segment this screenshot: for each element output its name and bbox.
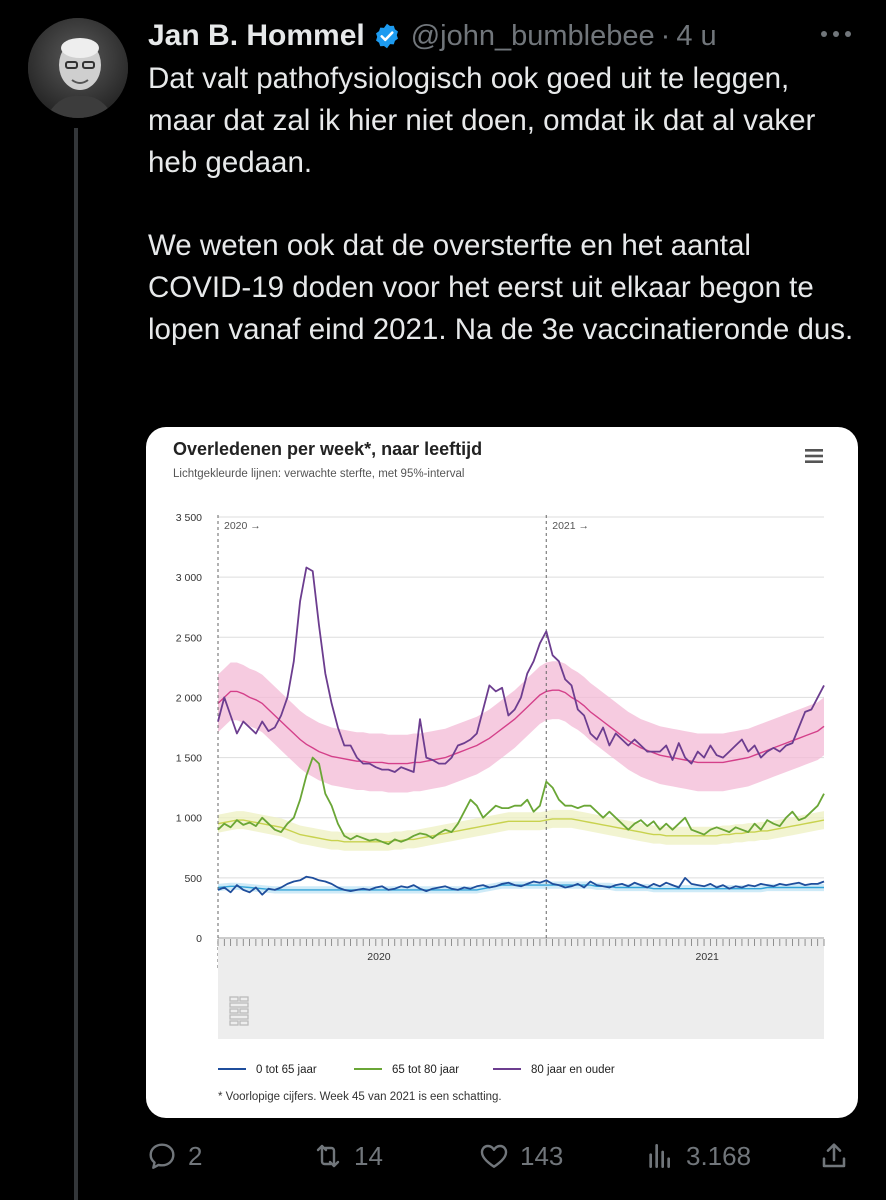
tweet-paragraph-2: We weten ook dat de oversterfte en het aantal COVID-19 doden voor het eerst uit elkaar begon te lopen vanaf eind 2021. Na de 3e vaccinatieronde dus. [148, 229, 854, 346]
chart-image-card[interactable] [146, 427, 858, 1118]
retweet-count: 14 [354, 1140, 383, 1171]
separator-dot: · [660, 19, 671, 52]
y-tick-label: 3 000 [175, 572, 202, 585]
legend-label-blue: 0 tot 65 jaar [256, 1064, 317, 1076]
author-handle[interactable]: @john_bumblebee [410, 19, 655, 52]
expected-band-yellow [218, 810, 824, 851]
timestamp[interactable]: 4 u [676, 19, 717, 52]
expected-band-pink [218, 661, 824, 792]
y-tick-label: 3 500 [175, 512, 202, 524]
period-marker-label: 2021 → [552, 520, 590, 532]
thread-line [74, 128, 78, 1200]
share-icon [818, 1140, 850, 1172]
tweet-header [148, 16, 717, 56]
like-button[interactable] [478, 1140, 563, 1172]
chart-subtitle: Lichtgekleurde lijnen: verwachte sterfte, met 95%-interval [173, 468, 465, 480]
chart-footnote: * Voorlopige cijfers. Week 45 van 2021 is een schatting. [218, 1091, 502, 1103]
y-tick-label: 1 500 [175, 752, 202, 765]
heart-icon [478, 1140, 510, 1172]
retweet-icon [312, 1140, 344, 1172]
tweet-text [148, 58, 858, 351]
tweet-actions [0, 1130, 886, 1190]
reply-button[interactable] [146, 1140, 202, 1172]
reply-icon [146, 1140, 178, 1172]
chart-plot [146, 427, 858, 1118]
author-name[interactable]: Jan B. Hommel [148, 19, 365, 52]
y-tick-label: 2 000 [175, 692, 202, 705]
retweet-button[interactable] [312, 1140, 383, 1172]
y-tick-label: 500 [184, 872, 202, 885]
avatar[interactable] [28, 18, 128, 118]
y-tick-label: 1 000 [175, 812, 202, 825]
views-button[interactable] [644, 1140, 751, 1172]
verified-badge-icon [373, 22, 401, 50]
tweet-paragraph-1: Dat valt pathofysiologisch ook goed uit te leggen, maar dat zal ik hier niet doen, omdat ik dat al vaker heb gedaan. [148, 62, 816, 179]
x-tick-label: 2020 [367, 951, 391, 963]
y-tick-label: 0 [196, 933, 202, 945]
avatar-photo [28, 18, 128, 118]
x-axis-area [218, 939, 824, 1039]
x-tick-label: 2021 [695, 951, 719, 963]
like-count: 143 [520, 1140, 564, 1171]
chart-title: Overledenen per week*, naar leeftijd [173, 439, 483, 459]
share-button[interactable] [818, 1140, 860, 1172]
legend-label-purple: 80 jaar en ouder [531, 1064, 615, 1076]
views-count: 3.168 [686, 1140, 752, 1171]
y-tick-label: 2 500 [175, 632, 202, 645]
more-options-icon[interactable] [816, 22, 856, 46]
period-marker-label: 2020 → [224, 520, 261, 532]
reply-count: 2 [188, 1140, 203, 1171]
views-chart-icon [644, 1140, 676, 1172]
legend-label-green: 65 tot 80 jaar [392, 1064, 460, 1076]
